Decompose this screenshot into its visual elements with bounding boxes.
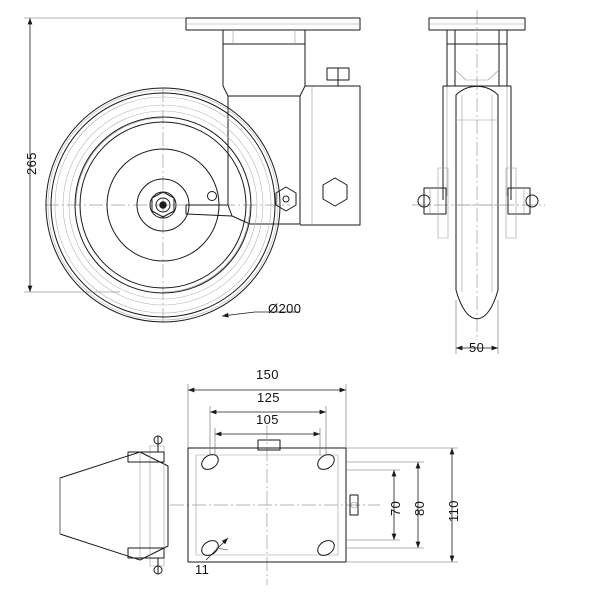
leg-bolt (208, 192, 217, 201)
swivel-neck (223, 30, 305, 205)
dim-label-bolt-hole-spacing-width: 80 (412, 500, 427, 516)
dim-label-wheel-width: 50 (469, 340, 485, 355)
dim-label-plate-length: 150 (256, 367, 279, 382)
dim-label-overall-height: 265 (24, 152, 39, 175)
dim-label-plate-width: 110 (446, 500, 461, 522)
front-view-centerlines (45, 88, 290, 322)
dim-265 (24, 18, 186, 292)
top-kingpin-housing (258, 440, 358, 515)
side-view-centerlines (412, 10, 545, 340)
dim-label-bolt-hole-spacing-width-inner: 70 (388, 500, 403, 516)
fork-legs (186, 205, 300, 224)
dim-label-wheel-diameter: Ø200 (268, 301, 302, 316)
dim-105 (215, 428, 320, 455)
side-axle-assembly (418, 168, 538, 238)
top-axle-ends (128, 436, 164, 574)
front-view (24, 18, 360, 322)
dim-label-bolt-hole-spacing-length: 125 (257, 390, 280, 405)
dim-label-bolt-hole-diameter: 11 (195, 562, 210, 577)
mounting-plate (186, 18, 360, 30)
side-view (412, 10, 545, 354)
swivel-bracket (276, 68, 360, 225)
dim-label-bolt-hole-spacing-length-inner: 105 (256, 412, 279, 427)
top-view-centerlines (170, 425, 380, 585)
